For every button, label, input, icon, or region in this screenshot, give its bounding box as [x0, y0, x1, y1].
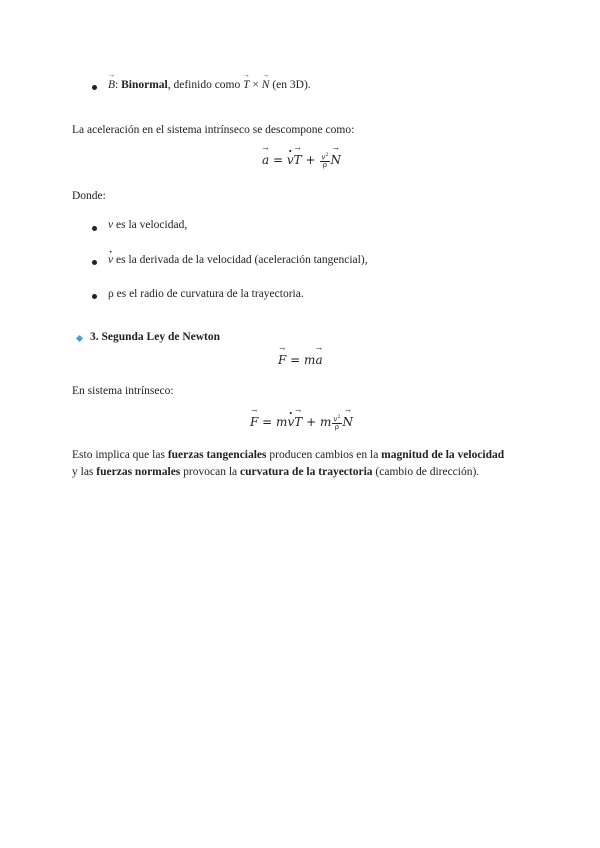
binormal-text: , definido como — [167, 79, 244, 91]
eq-m: m — [304, 353, 316, 367]
frac-exp: 2 — [325, 152, 329, 158]
section-bullet-icon — [76, 335, 83, 342]
eq-plus: + — [305, 153, 316, 168]
equation-newton — [278, 353, 323, 367]
eq-F: → F — [250, 415, 258, 429]
conclusion-line-1 — [72, 449, 504, 461]
eq-equals: = — [290, 353, 301, 367]
eq-a: → a — [315, 353, 322, 367]
eq-fraction — [332, 414, 341, 431]
list-item — [108, 288, 304, 300]
conclusion-bold: fuerzas tangenciales — [167, 449, 267, 461]
section-title-text: 3. Segunda Ley de Newton — [90, 331, 221, 343]
item-text: ρ es el radio de curvatura de la trayectoria. — [108, 288, 304, 300]
eq-equals: = — [272, 153, 284, 168]
binormal-line: → B: Binormal, definido como → T × → N (en 3D). — [108, 79, 311, 91]
equation-force-intrinsic — [250, 414, 353, 431]
item-symbol: v — [108, 219, 114, 231]
list-item — [108, 219, 187, 231]
conclusion-bold: magnitud de la velocidad — [381, 449, 505, 461]
frac-exp: 2 — [337, 414, 341, 420]
bullet-dot — [92, 226, 97, 231]
binormal-symbol: → B — [108, 79, 115, 91]
binormal-text-post: (en 3D). — [269, 79, 311, 91]
donde-label: Donde: — [72, 190, 106, 202]
eq-T: → T — [294, 415, 302, 429]
conclusion-text: Esto implica que las — [72, 449, 168, 461]
cross-symbol: × — [252, 79, 259, 91]
eq-N: → N — [343, 415, 354, 429]
frac-den: ρ — [322, 161, 328, 170]
equation-acceleration — [262, 152, 341, 169]
bullet-dot — [92, 260, 97, 265]
eq-fraction — [320, 152, 329, 169]
binormal-name: Binormal — [121, 79, 168, 91]
conclusion-text: provocan la — [180, 466, 240, 478]
eq-equals: = — [262, 415, 273, 430]
frac-den: ρ — [334, 423, 339, 432]
item-text: es la derivada de la velocidad (aceleración tangencial), — [113, 254, 368, 266]
eq-T: → T — [294, 153, 302, 167]
eq-m: m — [276, 415, 288, 430]
tangent-symbol: → T — [243, 79, 249, 91]
bullet-dot — [92, 294, 97, 299]
eq-N: → N — [331, 153, 342, 167]
accel-intro: La aceleración en el sistema intrínseco se descompone como: — [72, 124, 355, 136]
conclusion-text: producen cambios en la — [266, 449, 382, 461]
conclusion-text: y las — [72, 466, 97, 478]
list-item — [108, 254, 368, 266]
eq-a: → a — [262, 153, 269, 167]
eq-vdot: · v — [287, 153, 294, 167]
conclusion-text: (cambio de dirección). — [372, 466, 480, 478]
frac-num: v — [321, 153, 326, 162]
conclusion-line-2 — [72, 466, 479, 478]
eq-vdot: · v — [287, 415, 294, 429]
item-symbol: · v — [108, 254, 113, 266]
conclusion-bold: fuerzas normales — [96, 466, 181, 478]
conclusion-bold: curvatura de la trayectoria — [240, 466, 373, 478]
normal-symbol: → N — [262, 79, 270, 91]
section-title — [90, 331, 220, 343]
intrinsic-label: En sistema intrínseco: — [72, 385, 174, 397]
eq-plus: + — [306, 415, 317, 430]
item-text: es la velocidad, — [113, 219, 188, 231]
eq-F: → F — [278, 353, 286, 367]
bullet-dot — [92, 85, 97, 90]
eq-m: m — [319, 415, 332, 430]
frac-num: v — [333, 415, 338, 424]
